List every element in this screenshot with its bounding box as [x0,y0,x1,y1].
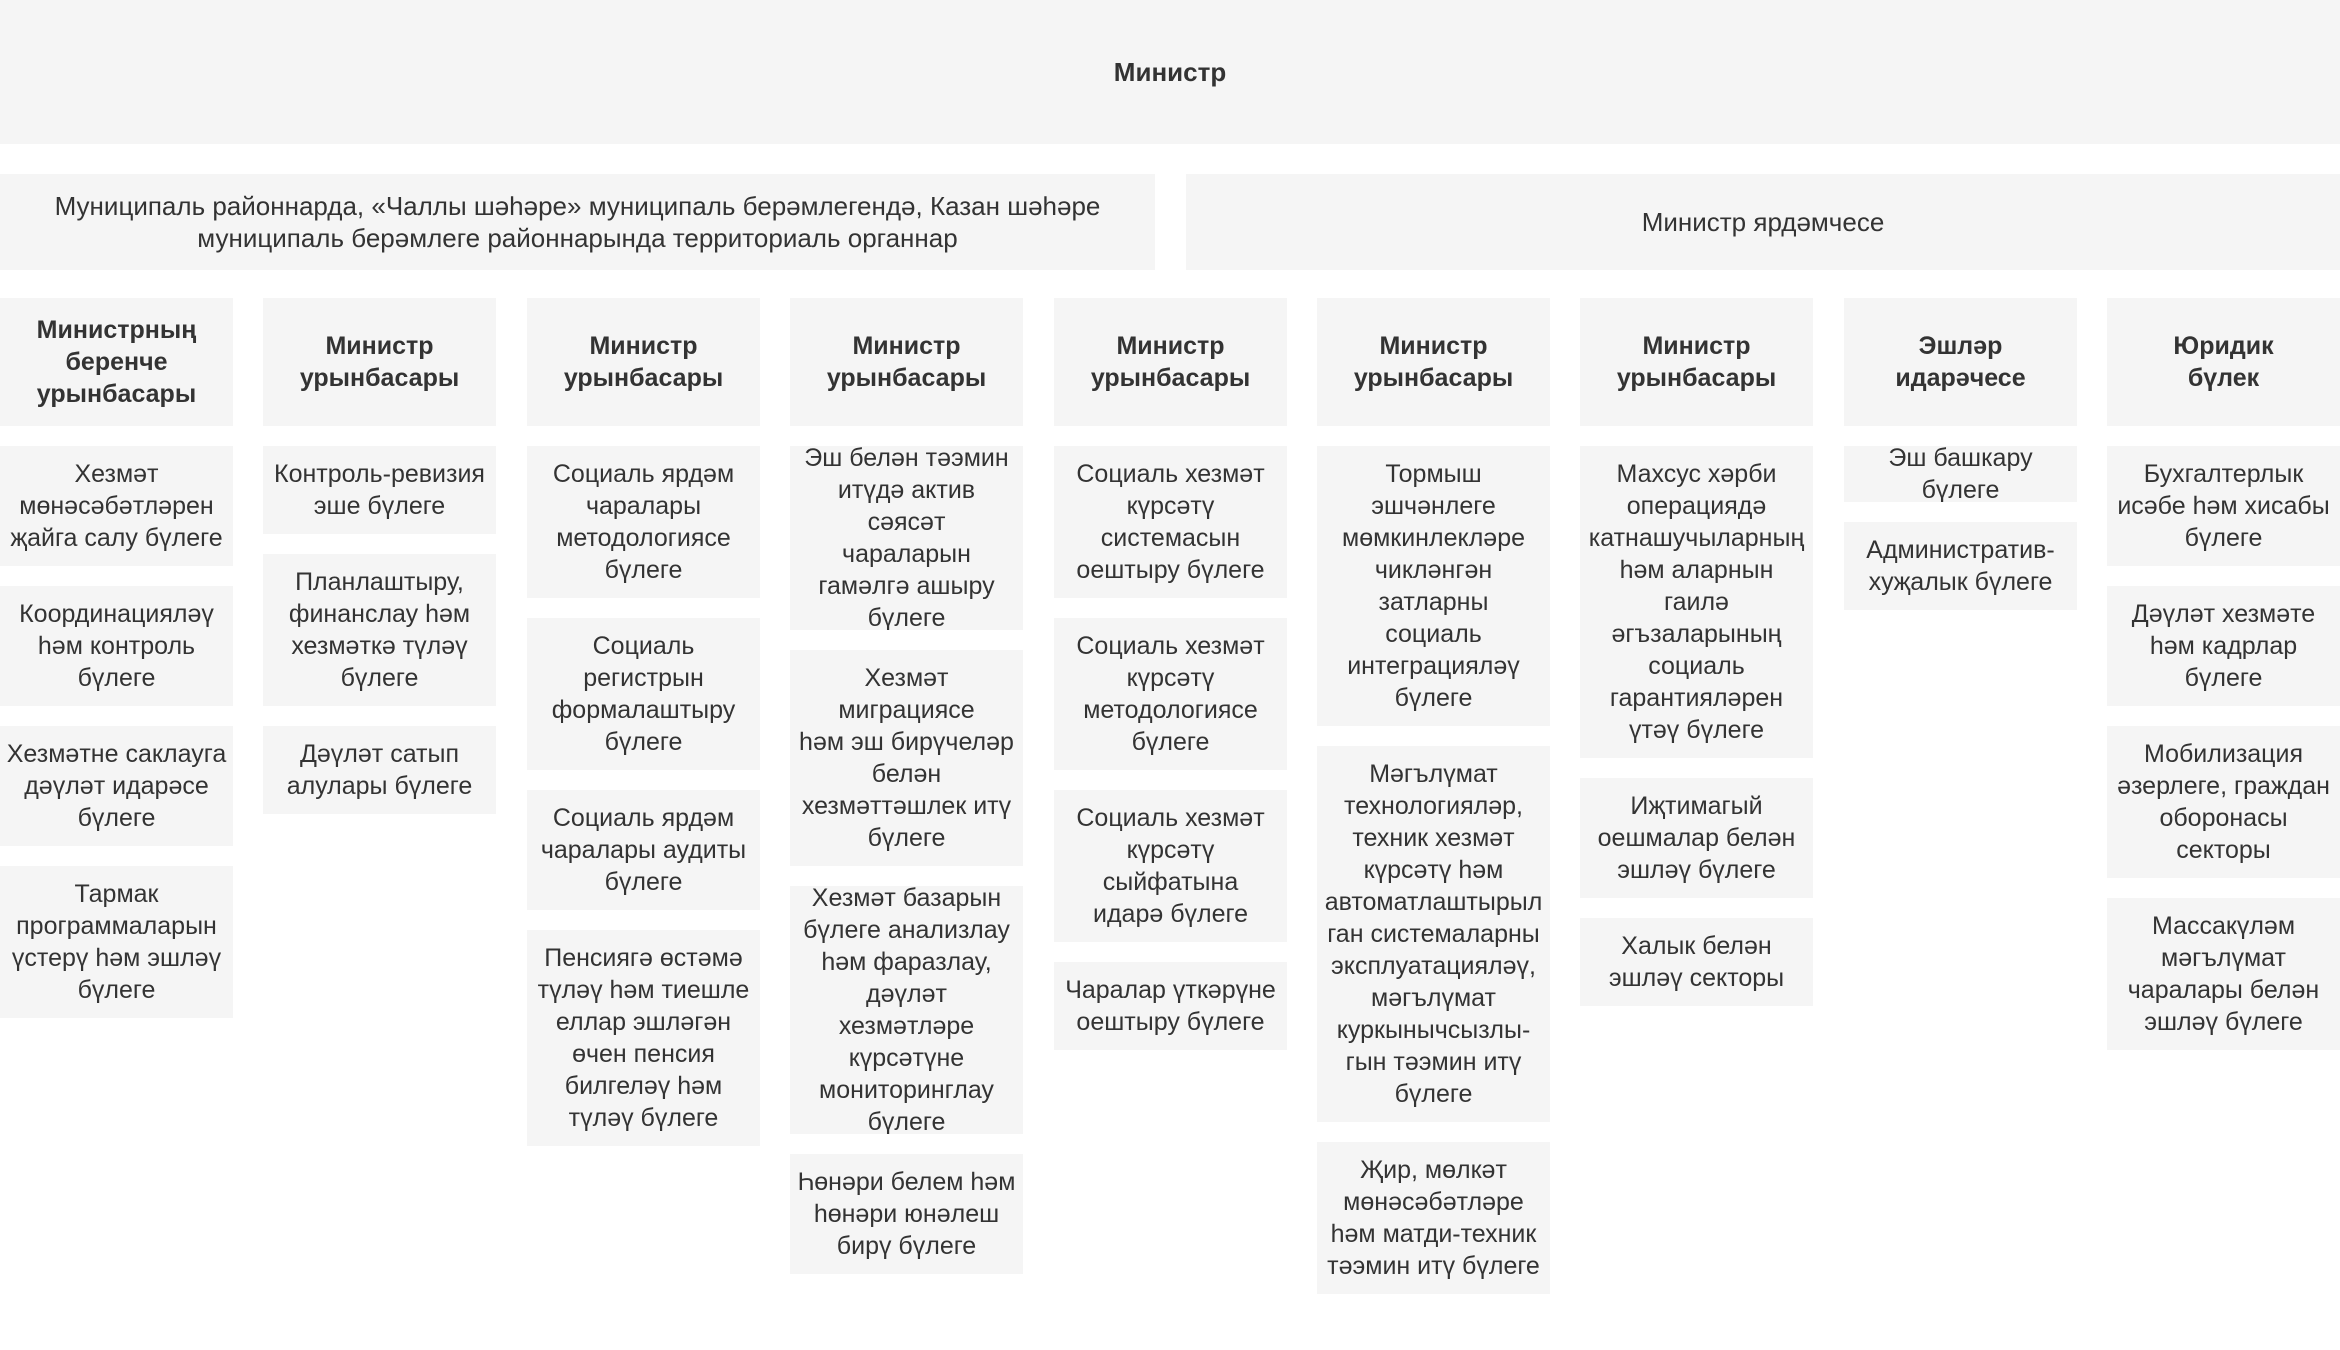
department-box: Дәүләт сатып алулары бүлеге [263,726,496,814]
department-box: Хезмәт миграциясе һәм эш бирүчеләр белән хезмәттәшлек итү бүлеге [790,650,1023,866]
department-box: Чаралар үткәрүне оештыру бүлеге [1054,962,1287,1050]
department-box: Иҗтимагый оешмалар белән эшләү бүлеге [1580,778,1813,898]
column-head: Министр урынбасары [1317,298,1550,426]
department-column [1317,298,1550,1294]
department-box: Хезмәт базарын бүлеге анализлау һәм фаразлау, дәүләт хезмәтләре күрсәтүне мониторинглау бүлеге [790,886,1023,1134]
department-box: Бухгалтерлык исәбе һәм хисабы бүлеге [2107,446,2340,566]
department-box: Планлаштыру, финанслау һәм хезмәткә түләү бүлеге [263,554,496,706]
department-box: Тормыш эшчәнлеге мөмкинлекләре чикләнгән затларны социаль интеграцияләү бүлеге [1317,446,1550,726]
column-head: Министр урынбасары [790,298,1023,426]
department-box: Социаль ярдәм чаралары методологиясе бүлеге [527,446,760,598]
column-head: Министр урынбасары [527,298,760,426]
department-column [0,298,233,1018]
department-column [263,298,496,814]
department-box: Халык белән эшләү секторы [1580,918,1813,1006]
department-box: Хезмәт мөнәсәбәтләрен җайга салу бүлеге [0,446,233,566]
minister-box: Министр [0,0,2340,144]
department-box: Социаль регистрын формалаштыру бүлеге [527,618,760,770]
department-column [2107,298,2340,1050]
department-box: Контроль-ревизия эше бүлеге [263,446,496,534]
department-box: Эш башкару бүлеге [1844,446,2077,502]
department-box: Һөнәри белем һәм һөнәри юнәлеш бирү бүлеге [790,1154,1023,1274]
column-head: Министр урынбасары [1580,298,1813,426]
department-column [1580,298,1813,1006]
department-box: Социаль хезмәт күрсәтү системасын оештыру бүлеге [1054,446,1287,598]
column-head: Министр урынбасары [263,298,496,426]
department-column [1054,298,1287,1050]
department-column [527,298,760,1146]
department-box: Хезмәтне саклауга дәүләт идарәсе бүлеге [0,726,233,846]
department-box: Пенсиягә өстәмә түләү һәм тиешле еллар эшләгән өчен пенсия билгеләү һәм түләү бүлеге [527,930,760,1146]
territorial-bodies-box: Муниципаль районнарда, «Чаллы шәһәре» муниципаль берәмлегендә, Казан шәһәре муниципаль берәмлеге районнарында территориаль органнар [0,174,1155,270]
department-box: Социаль хезмәт күрсәтү методологиясе бүлеге [1054,618,1287,770]
department-column [1844,298,2077,610]
column-head: Министрның беренче урынбасары [0,298,233,426]
department-box: Социаль ярдәм чаралары аудиты бүлеге [527,790,760,910]
department-box: Массакүләм мәгълүмат чаралары белән эшләү бүлеге [2107,898,2340,1050]
department-box: Координацияләү һәм контроль бүлеге [0,586,233,706]
department-box: Мәгълүмат технологияләр, техник хезмәт күрсәтү һәм автоматлаштырыл ган системаларны эксплуатацияләү, мәгълүмат куркынычсызлы- гын тәэмин итү бүлеге [1317,746,1550,1122]
column-head: Юридик бүлек [2107,298,2340,426]
minister-assistant-box: Министр ярдәмчесе [1186,174,2340,270]
department-box: Тармак программаларын үстерү һәм эшләү бүлеге [0,866,233,1018]
department-box: Җир, мөлкәт мөнәсәбәтләре һәм матди-техник тәэмин итү бүлеге [1317,1142,1550,1294]
column-head: Эшләр идарәчесе [1844,298,2077,426]
department-box: Мобилизация әзерлеге, граждан оборонасы секторы [2107,726,2340,878]
department-box: Социаль хезмәт күрсәтү сыйфатына идарә бүлеге [1054,790,1287,942]
department-box: Махсус хәрби операциядә катнашучыларның һәм аларнын гаилә әгъзаларының социаль гарантияләрен үтәү бүлеге [1580,446,1813,758]
department-box: Эш белән тәэмин итүдә актив сәясәт чараларын гамәлгә ашыру бүлеге [790,446,1023,630]
column-head: Министр урынбасары [1054,298,1287,426]
department-box: Административ- хуҗалык бүлеге [1844,522,2077,610]
department-column [790,298,1023,1274]
department-box: Дәүләт хезмәте һәм кадрлар бүлеге [2107,586,2340,706]
